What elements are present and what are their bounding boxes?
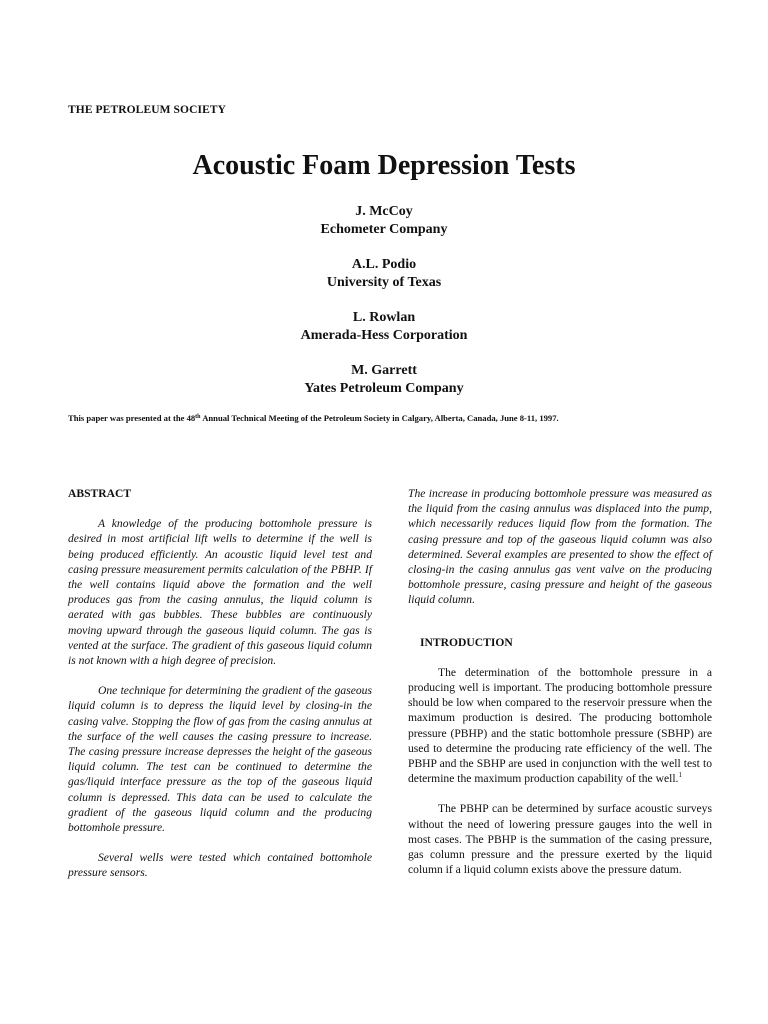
introduction-heading: INTRODUCTION [420, 635, 513, 649]
presentation-note-text: Annual Technical Meeting of the Petroleum Society in Calgary, Alberta, Canada, June 8-11, 1997. [200, 413, 559, 423]
abstract-heading: ABSTRACT [68, 487, 132, 500]
introduction-text: The determination of the bottomhole pressure in a producing well is important. The producing bottomhole pressure should be low when compared to the reservoir pressure when the maximum production is desired. The producing bottomhole pressure (PBHP) and the static bottomhole pressure (SBHP) are used to determine the producing rate efficiency of the well. The PBHP and the SBHP are used in conjunction with the well test to determine the maximum production capability of the well. [408, 665, 712, 786]
introduction-paragraph [408, 665, 712, 787]
author-name: L. Rowlan [352, 310, 416, 325]
author-affiliation: University of Texas [326, 274, 442, 290]
author-block [0, 362, 768, 397]
presentation-note-text: This paper was presented at the 48 [68, 413, 196, 423]
presentation-note [68, 413, 728, 423]
author-block [0, 309, 768, 344]
author-list [0, 203, 768, 415]
right-column [408, 486, 712, 892]
abstract-paragraph: A knowledge of the producing bottomhole pressure is desired in most artificial lift wells to determine if the well is being produced efficiently. An acoustic liquid level test and casing pressure measurement permits calculation of the PBHP. If the well contains liquid above the formation and the well produces gas from the casing annulus, the liquid column is aerated with gas bubbles. These bubbles are continuously moving upward through the gaseous liquid column. The gas is vented at the surface. The gradient of this gaseous liquid column is not known with a high degree of precision. [68, 517, 372, 668]
abstract-paragraph: One technique for determining the gradient of the gaseous liquid column is to depress the liquid level by closing-in the casing valve. Stopping the flow of gas from the casing annulus at the surface of the well causes the casing pressure to increase. The casing pressure increase depresses the height of the gaseous liquid column. The test can be continued to determine the gas/liquid interface pressure as the top of the gaseous liquid column is depressed. This data can be used to calculate the gradient of the gaseous liquid column and the producing bottomhole pressure. [68, 684, 372, 835]
abstract-paragraph: The increase in producing bottomhole pressure was measured as the liquid from the casing annulus was displaced into the pump, which necessarily reduces liquid flow from the formation. The casing pressure and top of the gaseous liquid column was also determined. Several examples are presented to show the effect of closing-in the casing annulus gas vent valve on the producing bottomhole pressure, casing pressure and height of the gaseous liquid column. [408, 487, 712, 607]
author-name: A.L. Podio [351, 257, 417, 272]
paper-title: Acoustic Foam Depression Tests [192, 150, 576, 181]
author-name: J. McCoy [355, 204, 413, 219]
ordinal-superscript: th [195, 414, 201, 420]
author-block [0, 256, 768, 291]
reference-superscript: 1 [678, 771, 682, 780]
author-block [0, 203, 768, 238]
introduction-paragraph: The PBHP can be determined by surface acoustic surveys without the need of lowering pressure gauges into the well in most cases. The PBHP is the summation of the casing pressure, gas column pressure and the pressure exerted by the liquid column if a liquid column exists above the pressure datum. [408, 802, 712, 877]
author-affiliation: Yates Petroleum Company [304, 380, 464, 396]
author-affiliation: Amerada-Hess Corporation [300, 327, 468, 343]
author-name: M. Garrett [351, 363, 417, 378]
left-column [68, 486, 372, 896]
abstract-paragraph: Several wells were tested which contained bottomhole pressure sensors. [68, 851, 372, 880]
author-affiliation: Echometer Company [320, 221, 448, 237]
society-name: THE PETROLEUM SOCIETY [68, 104, 227, 116]
